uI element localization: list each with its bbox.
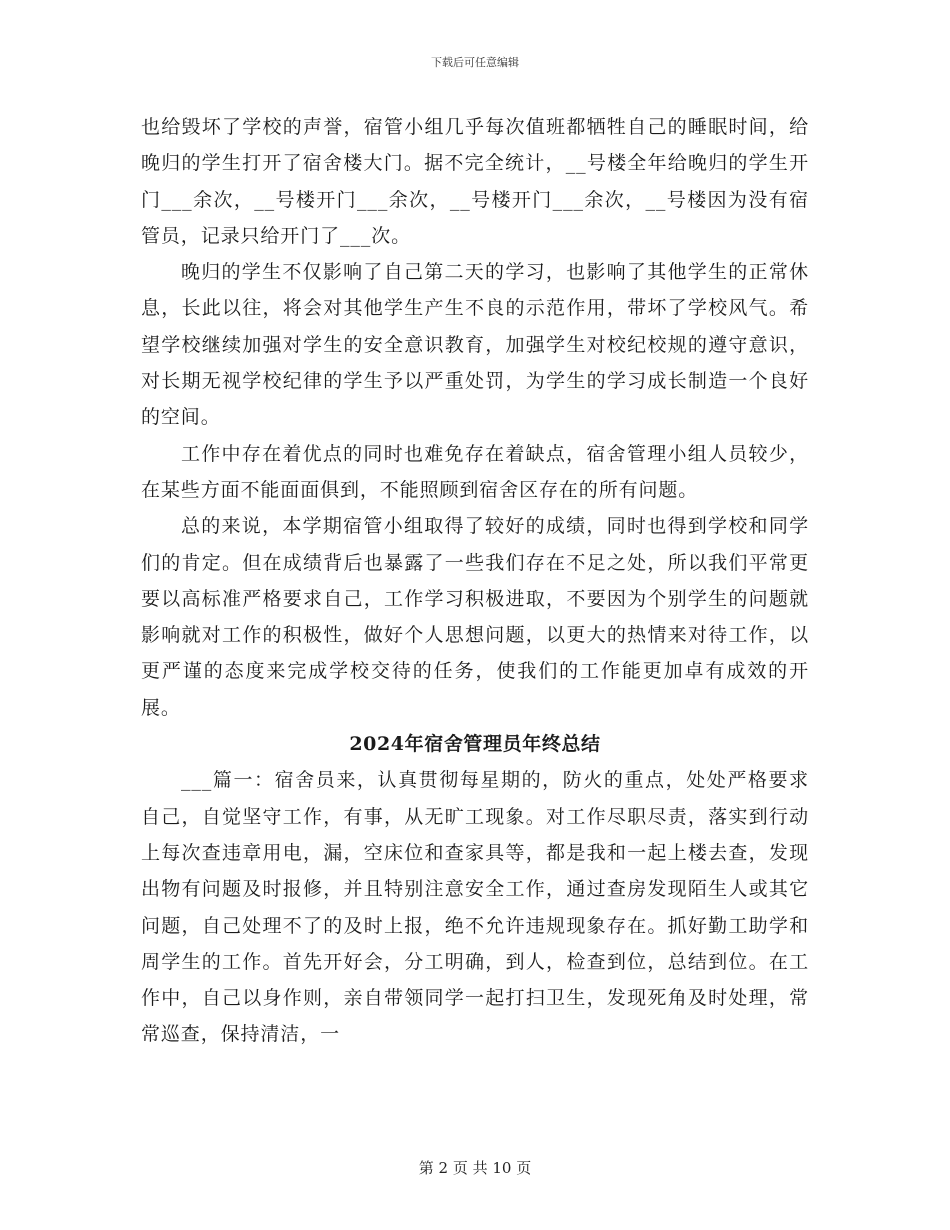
section-title: 2024年宿舍管理员年终总结 — [349, 733, 601, 756]
document-body — [141, 109, 809, 1053]
page-footer-number: 第 2 页 共 10 页 — [418, 1159, 532, 1177]
paragraph-4: 总的来说，本学期宿管小组取得了较好的成绩，同时也得到学校和同学们的肯定。但在成绩背后也暴露了一些我们存在不足之处，所以我们平常更要以高标准严格要求自己，工作学习积极进取，不要因为个别学生的问题就影响就对工作的积极性，做好个人思想问题，以更大的热情来对待工作，以更严谨的态度来完成学校交待的任务，使我们的工作能更加卓有成效的开展。 — [141, 515, 809, 719]
page-header-note: 下载后可任意编辑 — [431, 56, 519, 69]
paragraph-2: 晚归的学生不仅影响了自己第二天的学习，也影响了其他学生的正常休息，长此以往，将会对其他学生产生不良的示范作用，带坏了学校风气。希望学校继续加强对学生的安全意识教育，加强学生对校纪校规的遵守意识，对长期无视学校纪律的学生予以严重处罚，为学生的学习成长制造一个良好的空间。 — [141, 261, 809, 429]
paragraph-3: 工作中存在着优点的同时也难免存在着缺点，宿舍管理小组人员较少，在某些方面不能面面俱到，不能照顾到宿舍区存在的所有问题。 — [141, 442, 809, 501]
section-paragraph-1: ___篇一：宿舍员来，认真贯彻每星期的，防火的重点，处处严格要求自己，自觉坚守工作，有事，从无旷工现象。对工作尽职尽责，落实到行动上每次查违章用电，漏，空床位和查家具等，都是我和一起上楼去查，发现出物有问题及时报修，并且特别注意安全工作，通过查房发现陌生人或其它问题，自己处理不了的及时上报，绝不允许违规现象存在。抓好勤工助学和周学生的工作。首先开好会，分工明确，到人，检查到位，总结到位。在工作中，自己以身作则，亲自带领同学一起打扫卫生，发现死角及时处理，常常巡查，保持清洁，一 — [141, 769, 809, 1046]
paragraph-1: 也给毁坏了学校的声誉，宿管小组几乎每次值班都牺牲自己的睡眠时间，给晚归的学生打开了宿舍楼大门。据不完全统计，__号楼全年给晚归的学生开门___余次，__号楼开门___余次，__号楼开门___余次，__号楼因为没有宿管员，记录只给开门了___次。 — [141, 116, 809, 247]
